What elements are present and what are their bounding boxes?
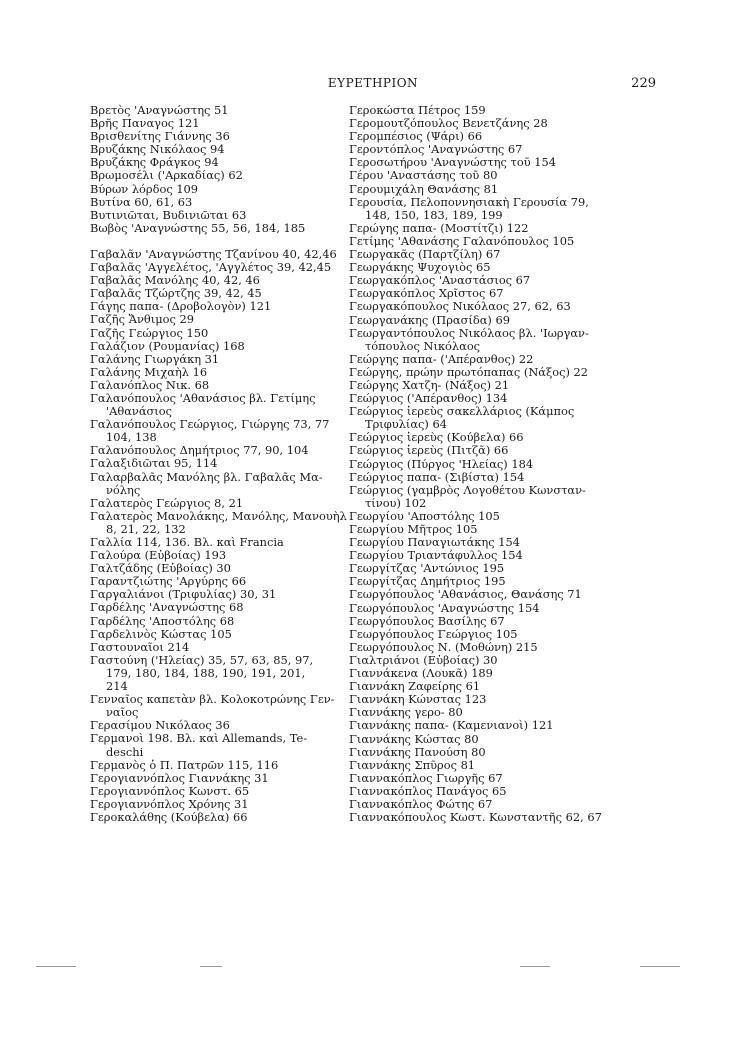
index-entry: Γερομουτζόπουλος Βενετζάνης 28 xyxy=(349,116,548,131)
index-entry: Γεροντόπλος 'Αναγνώστης 67 xyxy=(349,142,523,157)
index-entry: Γάγης παπα- (Δροβολογὸν) 121 xyxy=(90,299,272,314)
index-entry-continuation: Τριφυλίας) 64 xyxy=(365,417,447,432)
index-entry: Γεωργόπουλος 'Αναγνώστης 154 xyxy=(349,600,540,615)
index-entry: Γαρδέλης 'Αποστόλης 68 xyxy=(90,613,235,628)
index-entry: Γεροκαλάθης (Κούβελα) 66 xyxy=(90,809,248,824)
index-entry: Γαλαρβαλᾶς Μανόλης βλ. Γαβαλᾶς Μα- xyxy=(90,469,323,484)
index-entry: Γαλτζάδης (Εὐβοίας) 30 xyxy=(90,561,231,576)
index-entry: Γεώργης, πρώην πρωτόπαπας (Νάξος) 22 xyxy=(349,364,589,379)
index-entry: Γεωργόπουλος Ν. (Μοθώνη) 215 xyxy=(349,639,538,654)
index-entry: Γιαννακόπουλος Κωστ. Κωνσταντῆς 62, 67 xyxy=(349,810,602,825)
index-entry: Γιαννάκης παπα- (Καμενιανοὶ) 121 xyxy=(349,718,554,733)
index-entry: Γερασίμου Νικόλαος 36 xyxy=(90,718,230,733)
index-entry: Γιαννακόπλος Γιωργῆς 67 xyxy=(349,770,503,785)
index-entry-continuation: 148, 150, 183, 189, 199 xyxy=(365,207,503,222)
index-entry: Γεωργαντόπουλος Νικόλαος βλ. 'Ιωργαν- xyxy=(349,325,589,340)
index-entry: Γαλάζιον (Ρουμανίας) 168 xyxy=(90,338,245,353)
index-entry: Γερουμιχάλη Θανάσης 81 xyxy=(349,181,499,196)
index-entry: Γεωργακόπουλος Νικόλαος 27, 62, 63 xyxy=(349,299,571,314)
index-entry: Γιαλτριάνοι (Εὐβοίας) 30 xyxy=(349,652,498,667)
index-entry-continuation: τίνου) 102 xyxy=(365,495,427,510)
index-column-right xyxy=(349,103,602,825)
index-entry: Γαλανόπουλος Δημήτριος 77, 90, 104 xyxy=(90,443,309,458)
index-entry: Γαλαξιδιῶται 95, 114 xyxy=(90,456,218,471)
index-entry: Γερομπέσιος (Ψάρι) 66 xyxy=(349,129,483,144)
index-entry: Γεωργίτζας Δημήτριος 195 xyxy=(349,574,506,589)
index-entry: Γεωργόπουλος Βασίλης 67 xyxy=(349,613,505,628)
index-entry: Βρωμοσέλι ('Αρκαδίας) 62 xyxy=(90,168,243,183)
index-entry: Γεροκώστα Πέτρος 159 xyxy=(349,103,486,117)
index-entry: Γιαννάκη Ζαφείρης 61 xyxy=(349,679,481,694)
footer-rule xyxy=(36,966,76,967)
index-entry: Γιαννακόπλος Πανάγος 65 xyxy=(349,783,507,798)
index-entry: Γαλανόπουλος Γεώργιος, Γιώργης 73, 77 xyxy=(90,417,330,432)
index-entry: Γαβαλᾶν 'Αναγνώστης Τζανίνου 40, 42,46 xyxy=(90,246,337,261)
index-entry: Γεωργανάκης (Πρασίδα) 69 xyxy=(349,312,510,327)
index-entry: Γεωργίου 'Αποστόλης 105 xyxy=(349,508,500,523)
footer-rule xyxy=(520,966,550,967)
index-entry: Γεώργιος ἱερεὺς σακελλάριος (Κάμπος xyxy=(349,404,575,419)
index-entry: Γιαννάκη Κώνστας 123 xyxy=(349,692,487,707)
index-entry: Γαβαλᾶς Τζώρτζης 39, 42, 45 xyxy=(90,286,262,301)
index-entry: Γεώργιος ('Απέρανθος) 134 xyxy=(349,391,508,406)
index-entry: Γαλατερὸς Γεώργιος 8, 21 xyxy=(90,495,244,510)
index-entry: Γαβαλᾶς Μανόλης 40, 42, 46 xyxy=(90,273,260,288)
index-entry: Βυτινιῶται, Βυδινιῶται 63 xyxy=(90,207,247,222)
index-entry: Γερογιαννόπλος Χρόνης 31 xyxy=(90,796,249,811)
index-entry: Γεώργιος ἱερεὺς (Πιτζᾶ) 66 xyxy=(349,443,509,458)
index-entry: Βωβὸς 'Αναγνώστης 55, 56, 184, 185 xyxy=(90,220,306,235)
index-entry-continuation: 'Αθανάσιος xyxy=(106,404,173,419)
index-entry: Γιαννάκης Κώστας 80 xyxy=(349,731,479,746)
index-entry: Γαρδελινὸς Κώστας 105 xyxy=(90,626,232,641)
index-entry: Γαλλία 114, 136. Βλ. καὶ Francia xyxy=(90,535,284,549)
index-entry: Γεώργιος (γαμβρὸς Λογοθέτου Κωνσταν- xyxy=(349,482,586,497)
index-entry: Γαραντζιώτης 'Αργύρης 66 xyxy=(90,574,247,589)
index-entry-continuation: νόλης xyxy=(106,482,141,497)
index-entry: Γεώργιος ἱερεὺς (Κούβελα) 66 xyxy=(349,430,524,445)
index-entry: Γαλούρα (Εὐβοίας) 193 xyxy=(90,548,227,563)
index-entry: Γεώργης παπα- ('Απέρανθος) 22 xyxy=(349,351,534,366)
index-entry: Γεωργίου Τριαντάφυλλος 154 xyxy=(349,548,523,563)
index-entry: Γιαννάκης Πανούση 80 xyxy=(349,744,486,759)
index-column-left xyxy=(90,103,347,824)
index-entry: Γιαννάκης γερο- 80 xyxy=(349,705,463,720)
index-entry-continuation: 8, 21, 22, 132 xyxy=(106,521,186,536)
index-entry: Γεροσωτήρου 'Αναγνώστης τοῦ 154 xyxy=(349,155,556,170)
footer-rule xyxy=(200,966,222,967)
index-entry: Γεωργάκης Ψυχογιὸς 65 xyxy=(349,260,491,275)
index-entry: Γαστουναῖοι 214 xyxy=(90,639,190,654)
index-entry: Γερμανὸς ὁ Π. Πατρῶν 115, 116 xyxy=(90,757,279,772)
index-entry: Γαζῆς Ἄνθιμος 29 xyxy=(90,312,194,327)
index-entry-continuation: 179, 180, 184, 188, 190, 191, 201, xyxy=(106,665,306,680)
index-entry: Γαλατερὸς Μανολάκης, Μανόλης, Μανουὴλ xyxy=(90,508,347,523)
index-entry: Γερώγης παπα- (Μοστίτζι) 122 xyxy=(349,220,529,235)
index-entry: Γαλάνης Γιωργάκη 31 xyxy=(90,351,220,366)
index-entry: Γεώργιος παπα- (Σιβίστα) 154 xyxy=(349,469,525,484)
index-entry: Γεωργακόπλος 'Αναστάσιος 67 xyxy=(349,273,531,288)
index-entry: Βρετὸς 'Αναγνώστης 51 xyxy=(90,103,229,117)
index-entry: Γαρδέλης 'Αναγνώστης 68 xyxy=(90,600,244,615)
index-entry: Γαλάνης Μιχαὴλ 16 xyxy=(90,364,208,379)
running-head xyxy=(90,76,656,94)
index-entry: Γεώργιος (Πύργος 'Ηλείας) 184 xyxy=(349,456,534,471)
index-entry-continuation: τόπουλος Νικόλαος xyxy=(365,338,481,353)
index-entry-continuation: 104, 138 xyxy=(106,430,157,445)
index-entry: Γερογιαννόπλος Γιαννάκης 31 xyxy=(90,770,269,785)
index-entry: Γαργαλιάνοι (Τριφυλίας) 30, 31 xyxy=(90,587,277,602)
index-entry: Γερουσία, Πελοποννησιακὴ Γερουσία 79, xyxy=(349,194,589,209)
index-entry: Βρυζάκης Νικόλαος 94 xyxy=(90,142,225,157)
index-entry: Βρισθενίτης Γιάννης 36 xyxy=(90,129,230,144)
index-entry: Γεωργόπουλος Γεώργιος 105 xyxy=(349,626,518,641)
index-entry: Γεώργης Χατζη- (Νάξος) 21 xyxy=(349,377,510,392)
index-entry: Γαλανόπουλος 'Αθανάσιος βλ. Γετίμης xyxy=(90,390,316,405)
index-entry-continuation: ναῖος xyxy=(106,705,139,720)
index-entry: Γεωργόπουλος 'Αθανάσιος, Θανάσης 71 xyxy=(349,587,582,602)
index-entry: Γαβαλᾶς 'Αγγελέτος, 'Αγγλέτος 39, 42,45 xyxy=(90,260,332,275)
index-entry: Γεωργίτζας 'Αντώνιος 195 xyxy=(349,561,505,576)
index-entry: Γαλανόπλος Νικ. 68 xyxy=(90,377,210,392)
index-entry: Γαστούνη ('Ηλείας) 35, 57, 63, 85, 97, xyxy=(90,652,314,667)
index-entry: Βύρων λόρδος 109 xyxy=(90,181,199,196)
page-number: 229 xyxy=(631,76,656,91)
index-entry: Γεωργίου Μῆτρος 105 xyxy=(349,522,478,536)
index-entry: Βυτίνα 60, 61, 63 xyxy=(90,194,193,209)
entry-gap xyxy=(90,235,328,248)
index-entry: Γερογιαννόπλος Κωνστ. 65 xyxy=(90,783,250,798)
index-entry: Γενναῖος καπετὰν βλ. Κολοκοτρώνης Γεν- xyxy=(90,692,335,707)
index-entry: Γετίμης 'Αθανάσης Γαλανόπουλος 105 xyxy=(349,233,575,248)
index-entry: Γιαννάκενα (Λουκᾶ) 189 xyxy=(349,666,493,681)
index-entry: Γερμανοὶ 198. Βλ. καὶ Allemands, Te- xyxy=(90,731,308,746)
index-entry: Βρυζάκης Φράγκος 94 xyxy=(90,155,219,170)
index-entry: Γεωργίου Παναγιωτάκης 154 xyxy=(349,535,520,550)
index-entry: Γαζῆς Γεώργιος 150 xyxy=(90,325,209,340)
index-entry: Γέρου 'Αναστάσης τοῦ 80 xyxy=(349,168,498,183)
index-entry: Γεωργακόπλος Χρῖστος 67 xyxy=(349,286,504,301)
index-entry-continuation: deschi xyxy=(106,744,144,759)
index-entry: Γιαννάκης Σπῦρος 81 xyxy=(349,757,476,772)
index-entry: Βρῆς Παναγος 121 xyxy=(90,116,200,131)
footer-rule xyxy=(640,966,680,967)
index-entry: Γεωργακᾶς (Παρτζίλη) 67 xyxy=(349,247,501,262)
page-title: ΕΥΡΕΤΗΡΙΟΝ xyxy=(327,76,419,90)
index-entry-continuation: 214 xyxy=(106,679,128,694)
index-entry: Γιαννακόπλος Φώτης 67 xyxy=(349,796,493,811)
